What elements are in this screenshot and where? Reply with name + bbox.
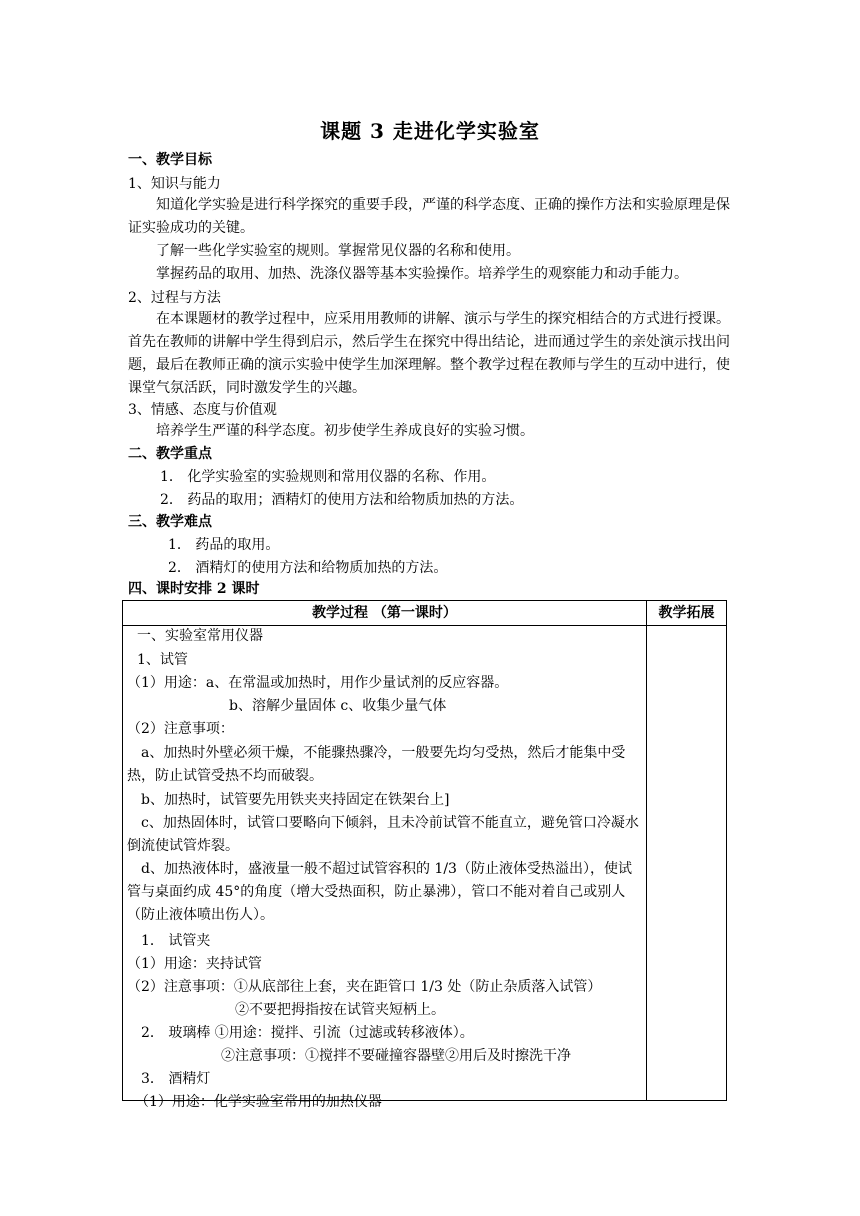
paragraph-knowledge-1: 知道化学实验是进行科学探究的重要手段，严谨的科学态度、正确的操作方法和实验原理是保证实验成功的关键。 xyxy=(128,197,730,236)
subheading-knowledge: 1、知识与能力 xyxy=(128,176,221,192)
content-line: 2． 玻璃棒 ①用途：搅拌、引流（过滤或转移液体）。 xyxy=(141,1025,474,1041)
content-line: （1）用途：化学实验室常用的加热仪器 xyxy=(135,1094,382,1110)
subheading-attitude: 3、情感、态度与价值观 xyxy=(128,402,277,418)
content-line: b、加热时，试管要先用铁夹夹持固定在铁架台上] xyxy=(141,792,450,808)
paragraph-knowledge-3: 掌握药品的取用、加热、洗涤仪器等基本实验操作。培养学生的观察能力和动手能力。 xyxy=(156,266,688,282)
content-paragraph: c、加热固体时，试管口要略向下倾斜，且未冷前试管不能直立，避免管口冷凝水倒流使试管炸裂。 xyxy=(127,815,639,854)
content-line: 3． 酒精灯 xyxy=(141,1071,211,1087)
section-heading-difficulties: 三、教学难点 xyxy=(128,514,212,530)
paragraph-attitude: 培养学生严谨的科学态度。初步使学生养成良好的实验习惯。 xyxy=(156,423,534,439)
teaching-process-cell xyxy=(123,626,647,1110)
table-header-row xyxy=(123,601,727,626)
difficulty-item-2: 2． 酒精灯的使用方法和给物质加热的方法。 xyxy=(168,560,448,576)
document-title: 课题 3 走进化学实验室 xyxy=(320,119,540,143)
key-point-item-1: 1． 化学实验室的实验规则和常用仪器的名称、作用。 xyxy=(160,469,496,485)
header-teaching-process: 教学过程 （第一课时） xyxy=(123,601,647,626)
content-paragraph: d、加热液体时，盛液量一般不超过试管容积的 1/3（防止液体受热溢出），使试管与桌面约成 45°的角度（增大受热面积，防止暴沸），管口不能对着自己或别人（防止液体喷出伤人）。 xyxy=(127,861,632,923)
content-line: （1）用途：a、在常温或加热时，用作少量试剂的反应容器。 xyxy=(127,675,509,691)
lesson-plan-table xyxy=(122,600,727,1110)
content-line: 1、试管 xyxy=(137,652,188,668)
content-line: 一、实验室常用仪器 xyxy=(137,628,263,644)
section-heading-key-points: 二、教学重点 xyxy=(128,446,212,462)
paragraph-knowledge-2: 了解一些化学实验室的规则。掌握常见仪器的名称和使用。 xyxy=(156,243,520,259)
section-heading-objectives: 一、教学目标 xyxy=(128,152,212,168)
header-teaching-extension: 教学拓展 xyxy=(647,601,727,626)
content-paragraph: a、加热时外壁必须干燥，不能骤热骤冷，一般要先均匀受热，然后才能集中受热，防止试管受热不均而破裂。 xyxy=(127,745,626,784)
content-line: （2）注意事项：①从底部往上套，夹在距管口 1/3 处（防止杂质落入试管） xyxy=(127,979,602,995)
teaching-extension-cell xyxy=(647,626,727,1101)
content-line: ②注意事项：①搅拌不要碰撞容器壁②用后及时擦洗干净 xyxy=(221,1048,571,1064)
key-point-item-2: 2． 药品的取用；酒精灯的使用方法和给物质加热的方法。 xyxy=(160,492,524,508)
content-line: b、溶解少量固体 c、收集少量气体 xyxy=(229,698,447,714)
difficulty-item-1: 1． 药品的取用。 xyxy=(168,537,280,553)
content-line: 1． 试管夹 xyxy=(141,933,211,949)
section-heading-schedule: 四、课时安排 2 课时 xyxy=(128,581,260,597)
content-line: ②不要把拇指按在试管夹短柄上。 xyxy=(235,1002,445,1018)
content-line: （1）用途：夹持试管 xyxy=(127,956,262,972)
table-body-row xyxy=(123,626,727,1101)
content-line: （2）注意事项： xyxy=(127,721,234,737)
subheading-process: 2、过程与方法 xyxy=(128,290,221,306)
paragraph-process: 在本课题材的教学过程中，应采用用教师的讲解、演示与学生的探究相结合的方式进行授课。首先在教师的讲解中学生得到启示，然后学生在探究中得出结论，进而通过学生的亲处演示找出问题，最后在教师正确的演示实验中使学生加深理解。整个教学过程在教师与学生的互动中进行，使课堂气氛活跃，同时激发学生的兴趣。 xyxy=(128,311,730,396)
